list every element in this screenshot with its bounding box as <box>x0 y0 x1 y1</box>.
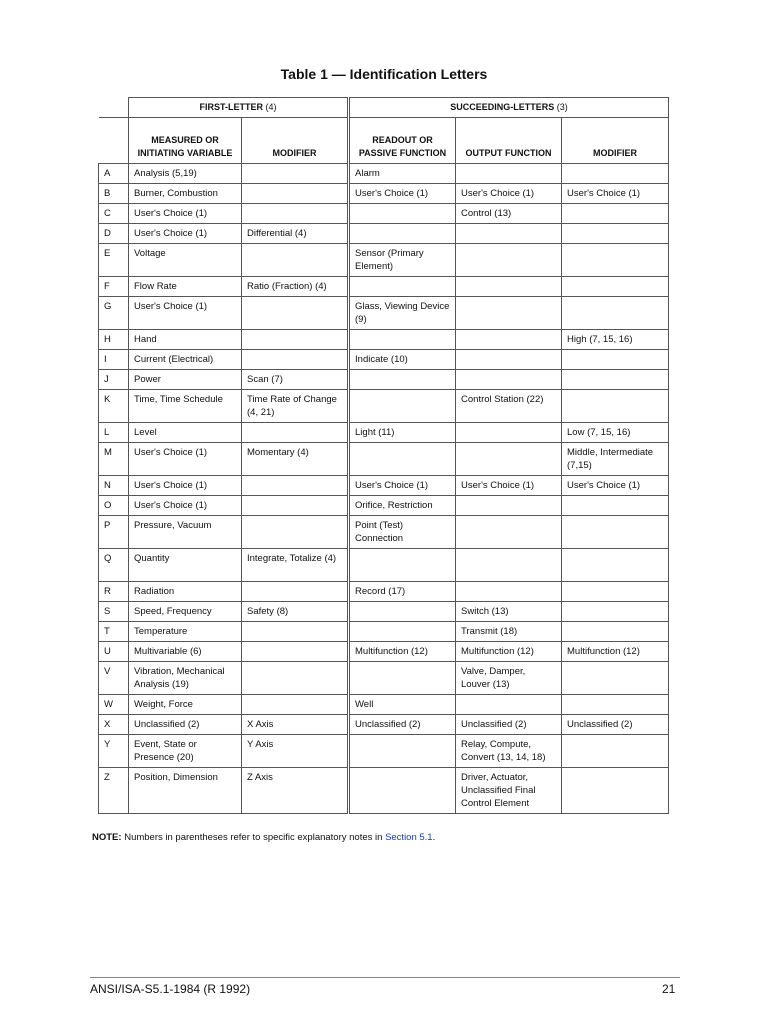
table-cell <box>349 443 456 476</box>
table-cell: Glass, Viewing Device (9) <box>349 297 456 330</box>
table-cell <box>456 244 562 277</box>
table-cell: User's Choice (1) <box>129 443 242 476</box>
table-cell <box>242 496 349 516</box>
table-cell <box>349 768 456 814</box>
footer-document-id: ANSI/ISA-S5.1-1984 (R 1992) <box>90 982 251 996</box>
row-letter: K <box>99 390 129 423</box>
table-cell <box>242 244 349 277</box>
table-cell <box>242 330 349 350</box>
table-cell: User's Choice (1) <box>562 476 669 496</box>
table-row <box>99 423 669 443</box>
table-cell <box>456 516 562 549</box>
table-cell <box>562 277 669 297</box>
table-row <box>99 277 669 297</box>
table-cell: Valve, Damper, Louver (13) <box>456 662 562 695</box>
table-cell: User's Choice (1) <box>129 224 242 244</box>
table-cell: Flow Rate <box>129 277 242 297</box>
table-cell <box>349 370 456 390</box>
table-cell: Ratio (Fraction) (4) <box>242 277 349 297</box>
table-cell <box>562 695 669 715</box>
table-row <box>99 297 669 330</box>
table-cell: Unclassified (2) <box>456 715 562 735</box>
table-cell: Quantity <box>129 549 242 582</box>
row-letter: B <box>99 184 129 204</box>
table-cell: Z Axis <box>242 768 349 814</box>
table-cell: Analysis (5,19) <box>129 164 242 184</box>
table-cell: Control Station (22) <box>456 390 562 423</box>
table-cell: Momentary (4) <box>242 443 349 476</box>
table-cell: User's Choice (1) <box>456 184 562 204</box>
table-cell <box>562 516 669 549</box>
table-cell: Time Rate of Change (4, 21) <box>242 390 349 423</box>
table-cell <box>242 476 349 496</box>
table-cell: Multifunction (12) <box>562 642 669 662</box>
table-cell: Unclassified (2) <box>129 715 242 735</box>
table-cell: User's Choice (1) <box>349 476 456 496</box>
table-cell: Orifice, Restriction <box>349 496 456 516</box>
table-cell: Multifunction (12) <box>349 642 456 662</box>
row-letter: L <box>99 423 129 443</box>
table-cell: Driver, Actuator, Unclassified Final Control Element <box>456 768 562 814</box>
table-cell: X Axis <box>242 715 349 735</box>
table-cell: Low (7, 15, 16) <box>562 423 669 443</box>
table-cell: Voltage <box>129 244 242 277</box>
table-row <box>99 549 669 582</box>
table-cell: User's Choice (1) <box>349 184 456 204</box>
identification-letters-table <box>98 97 669 814</box>
note-label: NOTE: <box>92 832 122 843</box>
footer-divider <box>90 977 680 978</box>
table-cell <box>456 330 562 350</box>
row-letter: T <box>99 622 129 642</box>
table-row <box>99 582 669 602</box>
table-cell <box>349 602 456 622</box>
table-cell <box>242 204 349 224</box>
row-letter: X <box>99 715 129 735</box>
first-letter-header <box>129 98 349 118</box>
table-row <box>99 164 669 184</box>
table-cell <box>349 224 456 244</box>
table-cell <box>242 642 349 662</box>
table-cell <box>456 277 562 297</box>
table-cell <box>242 582 349 602</box>
table-cell <box>242 516 349 549</box>
table-cell: Unclassified (2) <box>562 715 669 735</box>
row-letter: V <box>99 662 129 695</box>
table-cell <box>456 224 562 244</box>
row-letter: M <box>99 443 129 476</box>
table-cell <box>349 390 456 423</box>
table-cell: Y Axis <box>242 735 349 768</box>
table-cell <box>242 350 349 370</box>
table-cell: Sensor (Primary Element) <box>349 244 456 277</box>
succeeding-letters-note: (3) <box>556 102 568 112</box>
table-cell: Middle, Intermediate (7,15) <box>562 443 669 476</box>
table-cell: Burner, Combustion <box>129 184 242 204</box>
table-cell: Relay, Compute, Convert (13, 14, 18) <box>456 735 562 768</box>
table-cell <box>456 443 562 476</box>
table-cell <box>562 768 669 814</box>
table-cell: Temperature <box>129 622 242 642</box>
table-row <box>99 390 669 423</box>
table-cell <box>562 735 669 768</box>
col-header-output: OUTPUT FUNCTION <box>456 118 562 164</box>
table-cell <box>242 164 349 184</box>
table-cell: User's Choice (1) <box>129 476 242 496</box>
table-cell: High (7, 15, 16) <box>562 330 669 350</box>
section-link[interactable]: Section 5.1 <box>385 832 433 843</box>
corner-cell <box>99 98 129 118</box>
table-cell <box>562 244 669 277</box>
table-title: Table 1 — Identification Letters <box>280 66 488 82</box>
table-note <box>92 832 435 843</box>
table-cell <box>562 350 669 370</box>
table-cell <box>349 277 456 297</box>
corner-cell-2 <box>99 118 129 164</box>
row-letter: A <box>99 164 129 184</box>
table-cell: Level <box>129 423 242 443</box>
table-cell: Unclassified (2) <box>349 715 456 735</box>
table-cell <box>456 423 562 443</box>
table-row <box>99 715 669 735</box>
table-cell: Differential (4) <box>242 224 349 244</box>
row-letter: C <box>99 204 129 224</box>
table-cell <box>456 549 562 582</box>
table-cell <box>562 622 669 642</box>
row-letter: P <box>99 516 129 549</box>
table-cell <box>562 224 669 244</box>
table-cell: Current (Electrical) <box>129 350 242 370</box>
row-letter: Z <box>99 768 129 814</box>
table-cell: Switch (13) <box>456 602 562 622</box>
table-cell: Integrate, Totalize (4) <box>242 549 349 582</box>
table-cell <box>349 549 456 582</box>
table-cell <box>562 582 669 602</box>
table-cell: Vibration, Mechanical Analysis (19) <box>129 662 242 695</box>
table-cell <box>349 622 456 642</box>
table-cell: User's Choice (1) <box>129 297 242 330</box>
table-cell <box>562 390 669 423</box>
row-letter: N <box>99 476 129 496</box>
table-cell <box>456 297 562 330</box>
table-cell: Record (17) <box>349 582 456 602</box>
table-body <box>99 164 669 814</box>
table-cell: Indicate (10) <box>349 350 456 370</box>
table-row <box>99 370 669 390</box>
table-cell: Multifunction (12) <box>456 642 562 662</box>
table-row <box>99 244 669 277</box>
table-row <box>99 662 669 695</box>
col-header-modifier-succeeding: MODIFIER <box>562 118 669 164</box>
table-cell: Power <box>129 370 242 390</box>
table-cell <box>456 496 562 516</box>
table-row <box>99 204 669 224</box>
table-cell <box>456 695 562 715</box>
table-row <box>99 642 669 662</box>
table-cell <box>349 330 456 350</box>
table-row <box>99 476 669 496</box>
note-end: . <box>432 832 436 843</box>
table-cell: Speed, Frequency <box>129 602 242 622</box>
row-letter: D <box>99 224 129 244</box>
table-cell: Point (Test) Connection <box>349 516 456 549</box>
table-row <box>99 224 669 244</box>
first-letter-note: (4) <box>265 102 277 112</box>
table-cell: Transmit (18) <box>456 622 562 642</box>
table-row <box>99 516 669 549</box>
table-cell <box>242 297 349 330</box>
table-cell <box>562 602 669 622</box>
table-cell: User's Choice (1) <box>129 204 242 224</box>
group-header-row <box>99 98 669 118</box>
table-row <box>99 330 669 350</box>
row-letter: I <box>99 350 129 370</box>
table-cell: User's Choice (1) <box>456 476 562 496</box>
column-header-row <box>99 118 669 164</box>
table-cell: User's Choice (1) <box>562 184 669 204</box>
row-letter: Y <box>99 735 129 768</box>
table-cell: Light (11) <box>349 423 456 443</box>
table-cell: Safety (8) <box>242 602 349 622</box>
table-cell <box>562 204 669 224</box>
row-letter: Q <box>99 549 129 582</box>
table-cell <box>456 350 562 370</box>
col-header-readout: READOUT OR PASSIVE FUNCTION <box>349 118 456 164</box>
table-cell: Scan (7) <box>242 370 349 390</box>
footer-page-number: 21 <box>662 982 676 996</box>
row-letter: J <box>99 370 129 390</box>
first-letter-label: FIRST-LETTER <box>199 102 263 112</box>
table-cell <box>456 582 562 602</box>
table-cell: Hand <box>129 330 242 350</box>
table-row <box>99 496 669 516</box>
row-letter: F <box>99 277 129 297</box>
table-cell <box>456 164 562 184</box>
table-row <box>99 768 669 814</box>
table-cell <box>242 184 349 204</box>
succeeding-letters-header <box>349 98 669 118</box>
table-cell <box>242 695 349 715</box>
table-row <box>99 735 669 768</box>
table-cell <box>562 297 669 330</box>
table-cell: Radiation <box>129 582 242 602</box>
table-cell: Event, State or Presence (20) <box>129 735 242 768</box>
row-letter: G <box>99 297 129 330</box>
table-cell: Well <box>349 695 456 715</box>
row-letter: U <box>99 642 129 662</box>
table-row <box>99 443 669 476</box>
table-cell <box>562 662 669 695</box>
table-cell <box>349 735 456 768</box>
col-header-modifier-first: MODIFIER <box>242 118 349 164</box>
table-cell: Multivariable (6) <box>129 642 242 662</box>
row-letter: S <box>99 602 129 622</box>
row-letter: R <box>99 582 129 602</box>
table-cell <box>242 622 349 642</box>
table-cell <box>349 662 456 695</box>
table-row <box>99 695 669 715</box>
table-cell: Weight, Force <box>129 695 242 715</box>
table-cell <box>562 496 669 516</box>
table-row <box>99 622 669 642</box>
table-cell: Alarm <box>349 164 456 184</box>
table-cell <box>242 423 349 443</box>
table-cell <box>456 370 562 390</box>
table-row <box>99 184 669 204</box>
table-cell: User's Choice (1) <box>129 496 242 516</box>
table-row <box>99 602 669 622</box>
table-cell: Position, Dimension <box>129 768 242 814</box>
succeeding-letters-label: SUCCEEDING-LETTERS <box>450 102 555 112</box>
row-letter: E <box>99 244 129 277</box>
col-header-measured: MEASURED OR INITIATING VARIABLE <box>129 118 242 164</box>
row-letter: H <box>99 330 129 350</box>
table-cell: Time, Time Schedule <box>129 390 242 423</box>
note-text: Numbers in parentheses refer to specific explanatory notes in <box>121 832 386 843</box>
table-cell <box>349 204 456 224</box>
row-letter: W <box>99 695 129 715</box>
table-cell <box>242 662 349 695</box>
table-cell <box>562 370 669 390</box>
table-cell: Pressure, Vacuum <box>129 516 242 549</box>
table-cell: Control (13) <box>456 204 562 224</box>
row-letter: O <box>99 496 129 516</box>
table-cell <box>562 549 669 582</box>
table-cell <box>562 164 669 184</box>
table-row <box>99 350 669 370</box>
